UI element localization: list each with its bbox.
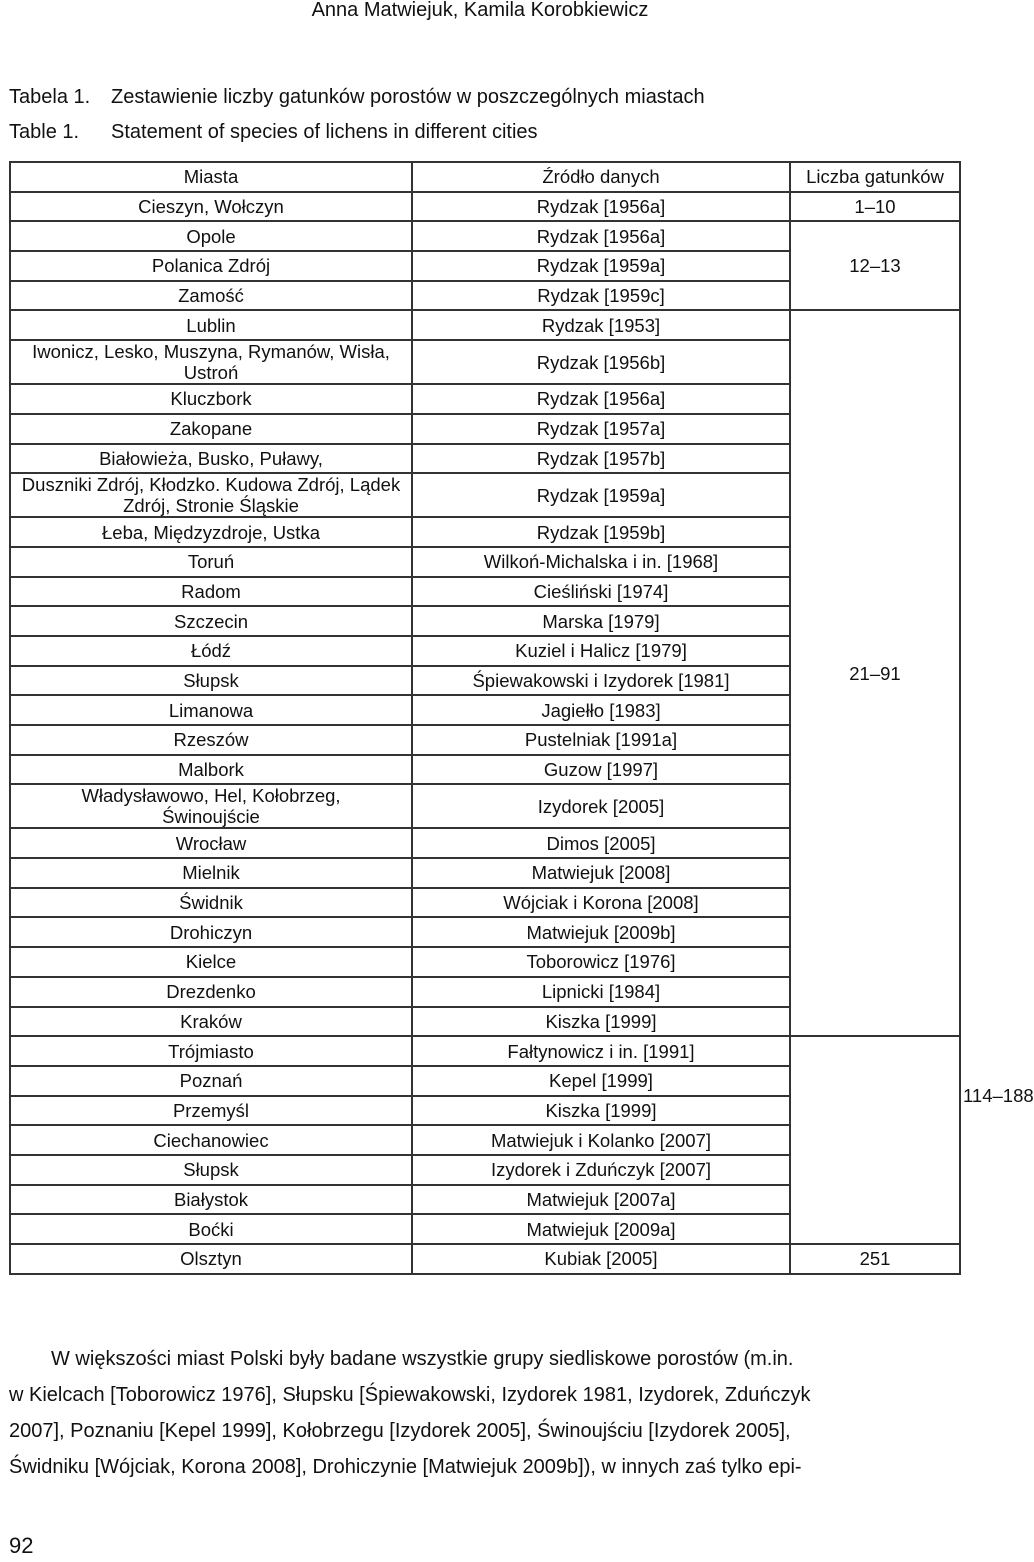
- source-cell: Toborowicz [1976]: [412, 947, 790, 977]
- source-cell: Rydzak [1957a]: [412, 414, 790, 444]
- source-cell: Matwiejuk [2009a]: [412, 1214, 790, 1244]
- city-cell: Poznań: [10, 1066, 412, 1096]
- city-cell: Rzeszów: [10, 725, 412, 755]
- source-cell: Jagiełło [1983]: [412, 695, 790, 725]
- city-cell: Mielnik: [10, 858, 412, 888]
- source-cell: Rydzak [1953]: [412, 310, 790, 340]
- table-row: [10, 1155, 960, 1185]
- source-cell: Pustelniak [1991a]: [412, 725, 790, 755]
- caption-polish-prefix: Tabela 1.: [9, 86, 91, 108]
- caption-polish: [9, 84, 705, 110]
- source-cell: Izydorek i Zduńczyk [2007]: [412, 1155, 790, 1185]
- source-cell: Rydzak [1956a]: [412, 192, 790, 222]
- table-row: [10, 1036, 960, 1066]
- header-data-source: Źródło danych: [412, 162, 790, 192]
- paragraph-line: Świdniku [Wójciak, Korona 2008], Drohiczynie [Matwiejuk 2009b]), w innych zaś tylko epi-: [9, 1456, 802, 1478]
- city-cell: Zamość: [10, 281, 412, 311]
- count-cell: 12–13: [790, 221, 960, 310]
- city-cell: Boćki: [10, 1214, 412, 1244]
- city-cell: Opole: [10, 221, 412, 251]
- paragraph-line: 2007], Poznaniu [Kepel 1999], Kołobrzegu [Izydorek 2005], Świnoujściu [Izydorek 2005],: [9, 1420, 791, 1442]
- table-header-row: [10, 162, 960, 192]
- lichen-species-table: [9, 161, 1034, 1275]
- city-cell: Trójmiasto: [10, 1036, 412, 1066]
- source-cell: Marska [1979]: [412, 606, 790, 636]
- caption-english-prefix: Table 1.: [9, 121, 80, 143]
- city-cell: Szczecin: [10, 606, 412, 636]
- city-cell: Toruń: [10, 547, 412, 577]
- source-cell: Rydzak [1956a]: [412, 221, 790, 251]
- city-cell: Iwonicz, Lesko, Muszyna, Rymanów, Wisła, Ustroń: [10, 340, 412, 384]
- city-cell: Wrocław: [10, 828, 412, 858]
- running-header: [0, 0, 960, 22]
- table-row: [10, 310, 960, 340]
- table-row: Kielce Toborowicz [1976] 114–188: [10, 947, 960, 977]
- source-cell: Matwiejuk i Kolanko [2007]: [412, 1125, 790, 1155]
- source-cell: Rydzak [1959a]: [412, 473, 790, 517]
- count-cell: 251: [790, 1244, 960, 1274]
- city-cell: Kielce: [10, 947, 412, 977]
- table-row: [10, 1244, 960, 1274]
- city-cell: Władysławowo, Hel, Kołobrzeg, Świnoujście: [10, 784, 412, 828]
- count-cell: 1–10: [790, 192, 960, 222]
- table-row: [10, 1214, 960, 1244]
- source-cell: Lipnicki [1984]: [412, 977, 790, 1007]
- source-cell: Kiszka [1999]: [412, 1007, 790, 1037]
- body-paragraph: [9, 1341, 957, 1485]
- count-cell: 21–91: [790, 310, 960, 1036]
- city-cell: Łeba, Międzyzdroje, Ustka: [10, 517, 412, 547]
- city-cell: Olsztyn: [10, 1244, 412, 1274]
- caption-english: [9, 119, 538, 145]
- city-cell: Malbork: [10, 755, 412, 785]
- header-species-count: Liczba gatunków: [790, 162, 960, 192]
- source-cell: Wilkoń-Michalska i in. [1968]: [412, 547, 790, 577]
- source-cell: Izydorek [2005]: [412, 784, 790, 828]
- source-cell: Matwiejuk [2009b]: [412, 917, 790, 947]
- city-cell: Zakopane: [10, 414, 412, 444]
- header-cities: Miasta: [10, 162, 412, 192]
- city-cell: Przemyśl: [10, 1096, 412, 1126]
- source-cell: Śpiewakowski i Izydorek [1981]: [412, 666, 790, 696]
- city-cell: Drezdenko: [10, 977, 412, 1007]
- source-cell: Kubiak [2005]: [412, 1244, 790, 1274]
- paragraph-line: W większości miast Polski były badane wszystkie grupy siedliskowe porostów (m.in.: [51, 1348, 794, 1370]
- caption-english-text: Statement of species of lichens in different cities: [111, 121, 538, 143]
- city-cell: Cieszyn, Wołczyn: [10, 192, 412, 222]
- city-cell: Białowieża, Busko, Puławy,: [10, 444, 412, 474]
- city-cell: Słupsk: [10, 1155, 412, 1185]
- city-cell: Kluczbork: [10, 384, 412, 414]
- table-row: [10, 1185, 960, 1215]
- table-row: [10, 192, 960, 222]
- city-cell: Lublin: [10, 310, 412, 340]
- city-cell: Drohiczyn: [10, 917, 412, 947]
- source-cell: Fałtynowicz i in. [1991]: [412, 1036, 790, 1066]
- city-cell: Polanica Zdrój: [10, 251, 412, 281]
- table-row: [10, 1066, 960, 1096]
- city-cell: Świdnik: [10, 888, 412, 918]
- header-authors: Anna Matwiejuk, Kamila Korobkiewicz: [311, 0, 649, 21]
- source-cell: Rydzak [1959a]: [412, 251, 790, 281]
- source-cell: Guzow [1997]: [412, 755, 790, 785]
- source-cell: Matwiejuk [2007a]: [412, 1185, 790, 1215]
- source-cell: Kiszka [1999]: [412, 1096, 790, 1126]
- city-cell: Łódź: [10, 636, 412, 666]
- source-cell: Kepel [1999]: [412, 1066, 790, 1096]
- city-cell: Duszniki Zdrój, Kłodzko. Kudowa Zdrój, Lądek Zdrój, Stronie Śląskie: [10, 473, 412, 517]
- source-cell: Rydzak [1956a]: [412, 384, 790, 414]
- city-cell: Słupsk: [10, 666, 412, 696]
- source-cell: Rydzak [1957b]: [412, 444, 790, 474]
- source-cell: Cieśliński [1974]: [412, 577, 790, 607]
- table-row: [10, 1125, 960, 1155]
- table-row: [10, 221, 960, 251]
- source-cell: Rydzak [1956b]: [412, 340, 790, 384]
- city-cell: Ciechanowiec: [10, 1125, 412, 1155]
- city-cell: Radom: [10, 577, 412, 607]
- source-cell: Kuziel i Halicz [1979]: [412, 636, 790, 666]
- table-row: [10, 1096, 960, 1126]
- source-cell: Matwiejuk [2008]: [412, 858, 790, 888]
- city-cell: Limanowa: [10, 695, 412, 725]
- page-number: 92: [9, 1533, 34, 1558]
- city-cell: Kraków: [10, 1007, 412, 1037]
- source-cell: Dimos [2005]: [412, 828, 790, 858]
- source-cell: Rydzak [1959b]: [412, 517, 790, 547]
- source-cell: Wójciak i Korona [2008]: [412, 888, 790, 918]
- paragraph-line: w Kielcach [Toborowicz 1976], Słupsku [Śpiewakowski, Izydorek 1981, Izydorek, Zduńczyk: [9, 1384, 811, 1406]
- source-cell: Rydzak [1959c]: [412, 281, 790, 311]
- caption-polish-text: Zestawienie liczby gatunków porostów w poszczególnych miastach: [111, 86, 705, 108]
- city-cell: Białystok: [10, 1185, 412, 1215]
